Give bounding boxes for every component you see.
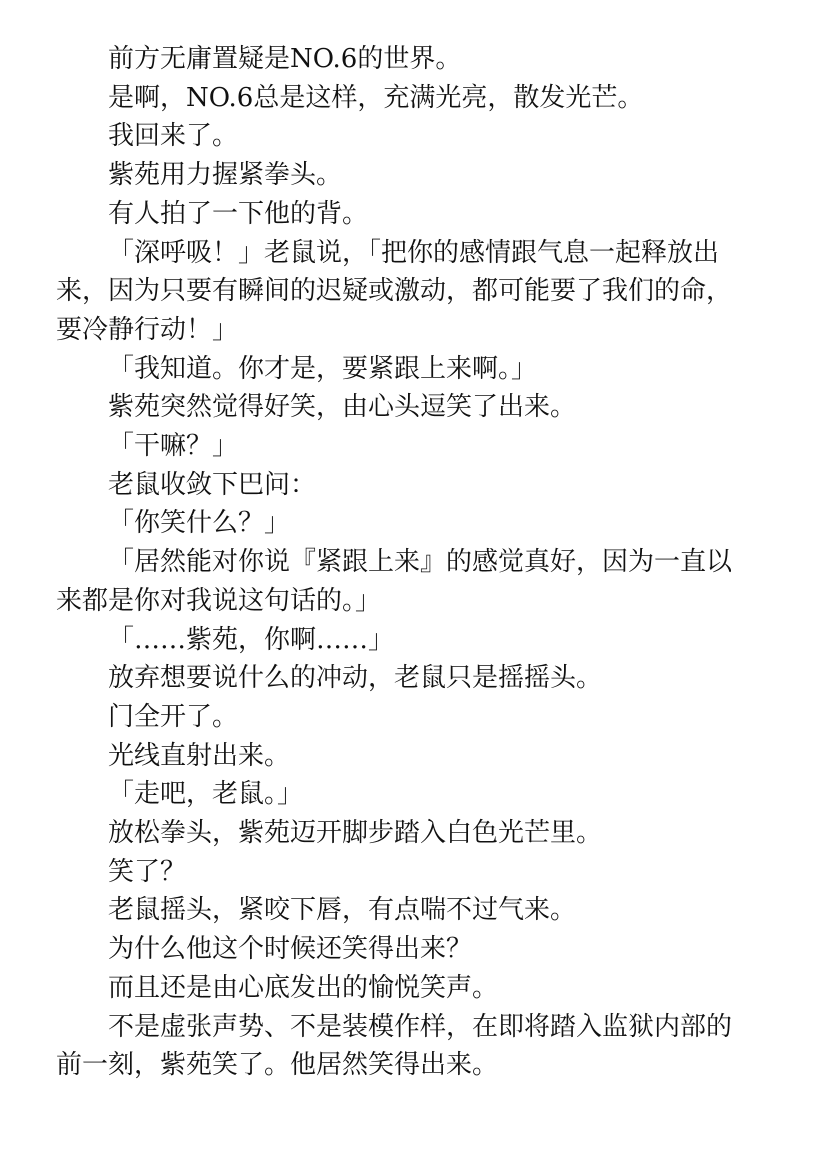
- paragraph-4: 紫苑用力握紧拳头。: [108, 160, 343, 191]
- paragraph-9: 「干嘛？」: [108, 431, 239, 462]
- paragraph-7: 「我知道。你才是，要紧跟上来啊。」: [108, 353, 538, 384]
- paragraph-1: 前方无庸置疑是NO.6的世界。: [108, 44, 462, 74]
- paragraph-22: 而且还是由心底发出的愉悦笑声。: [108, 972, 499, 1003]
- paragraph-8: 紫苑突然觉得好笑，由心头逗笑了出来。: [108, 392, 577, 423]
- paragraph-18: 放松拳头，紫苑迈开脚步踏入白色光芒里。: [108, 818, 603, 849]
- paragraph-3: 我回来了。: [108, 121, 239, 152]
- paragraph-23: 不是虚张声势、不是装模作样，在即将踏入监狱内部的前一刻，紫苑笑了。他居然笑得出来。: [56, 1011, 733, 1081]
- paragraph-21: 为什么他这个时候还笑得出来？: [108, 934, 473, 965]
- paragraph-20: 老鼠摇头，紧咬下唇，有点喘不过气来。: [108, 895, 577, 926]
- paragraph-12: 「居然能对你说『紧跟上来』的感觉真好，因为一直以来都是你对我说这句话的。」: [56, 547, 733, 616]
- paragraph-16: 光线直射出来。: [108, 740, 291, 771]
- paragraph-15: 门全开了。: [108, 701, 239, 732]
- paragraph-17: 「走吧，老鼠。」: [108, 779, 304, 810]
- document-page: [56, 40, 756, 1085]
- paragraph-10: 老鼠收敛下巴问：: [108, 469, 317, 500]
- paragraph-6: 「深呼吸！」老鼠说，「把你的感情跟气息一起释放出来，因为只要有瞬间的迟疑或激动，都可能要了我们的命，要冷静行动！」: [56, 237, 733, 345]
- paragraph-2: 是啊，NO.6总是这样，充满光亮，散发光芒。: [108, 82, 644, 113]
- paragraph-11: 「你笑什么？」: [108, 508, 291, 539]
- paragraph-19: 笑了？: [108, 856, 187, 887]
- paragraph-5: 有人拍了一下他的背。: [108, 198, 369, 229]
- paragraph-13: 「……紫苑，你啊……」: [108, 624, 395, 655]
- paragraph-14: 放弃想要说什么的冲动，老鼠只是摇摇头。: [108, 663, 603, 694]
